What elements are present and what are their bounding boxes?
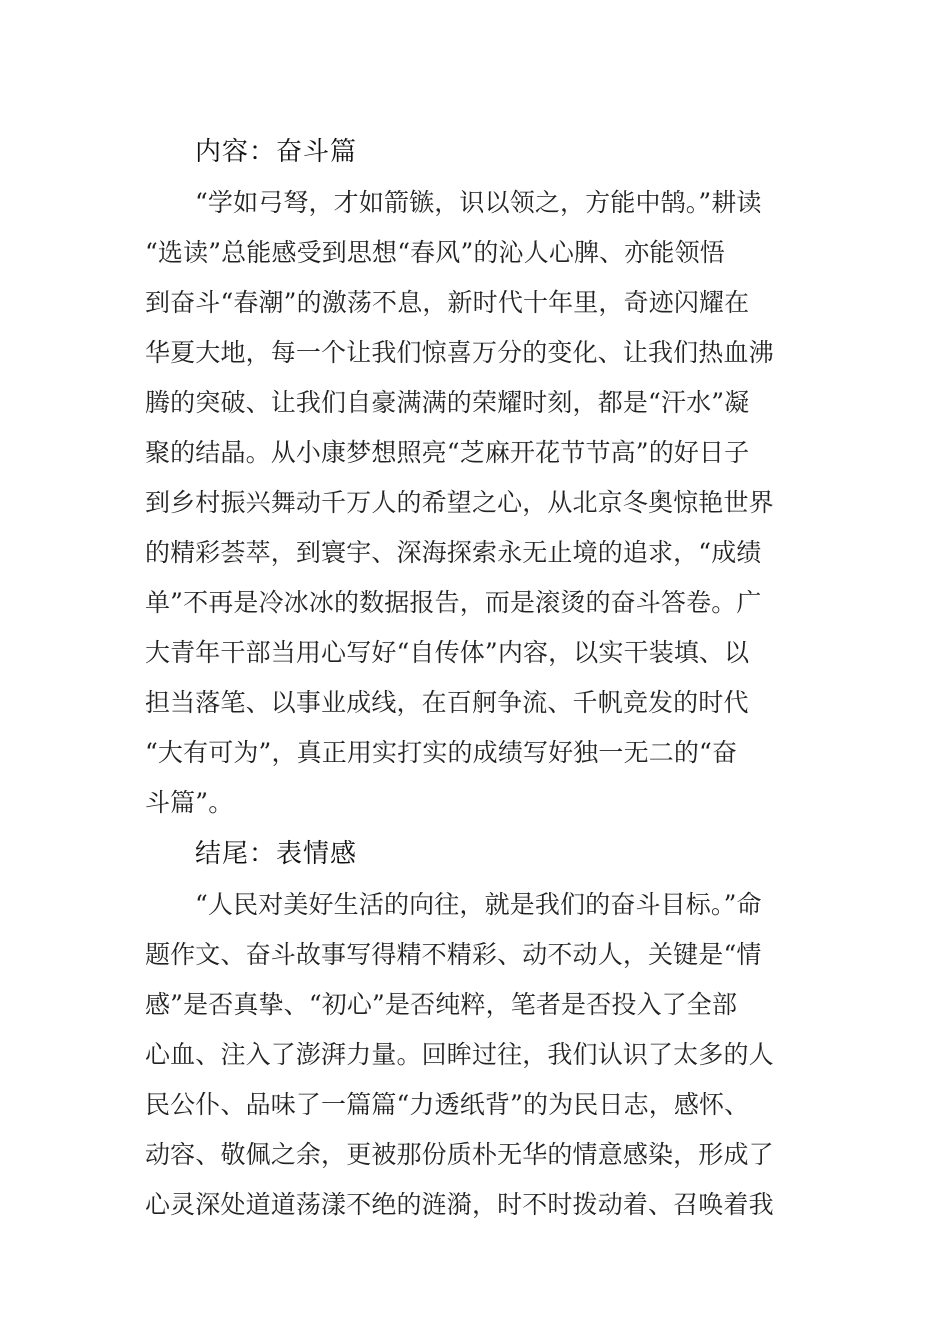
text-line: 担当落笔、以事业成线，在百舸争流、千帆竞发的时代 — [145, 688, 749, 717]
text-line: 感”是否真挚、“初心”是否纯粹，笔者是否投入了全部 — [145, 990, 738, 1019]
text-line: 民公仆、品味了一篇篇“力透纸背”的为民日志，感怀、 — [145, 1090, 750, 1119]
text-line: 腾的突破、让我们自豪满满的荣耀时刻，都是“汗水”凝 — [145, 388, 750, 417]
text-line: 到奋斗“春潮”的激荡不息，新时代十年里，奇迹闪耀在 — [145, 288, 750, 317]
paragraph-content — [145, 178, 805, 828]
text-line: 聚的结晶。从小康梦想照亮“芝麻开花节节高”的好日子 — [145, 438, 750, 467]
text-line: 单”不再是冷冰冰的数据报告，而是滚烫的奋斗答卷。广 — [145, 588, 762, 617]
text-line: 心灵深处道道荡漾不绝的涟漪，时不时拨动着、召唤着我 — [145, 1190, 774, 1219]
document-body — [145, 126, 805, 1230]
paragraph-ending — [145, 880, 805, 1230]
text-line: 题作文、奋斗故事写得精不精彩、动不动人，关键是“情 — [145, 940, 762, 969]
text-line: 动容、敬佩之余，更被那份质朴无华的情意感染，形成了 — [145, 1140, 774, 1169]
text-line: 的精彩荟萃，到寰宇、深海探索永无止境的追求，“成绩 — [145, 538, 762, 567]
text-line: “大有可为”，真正用实打实的成绩写好独一无二的“奋 — [145, 738, 738, 767]
text-line: “学如弓弩，才如箭镞，识以领之，方能中鹄。”耕读 — [195, 188, 762, 217]
text-line: 华夏大地，每一个让我们惊喜万分的变化、让我们热血沸 — [145, 338, 774, 367]
text-line: 大青年干部当用心写好“自传体”内容，以实干装填、以 — [145, 638, 750, 667]
section-heading-content: 内容：奋斗篇 — [195, 137, 358, 167]
section-heading-ending: 结尾：表情感 — [195, 839, 358, 869]
text-line: 心血、注入了澎湃力量。回眸过往，我们认识了太多的人 — [145, 1040, 774, 1069]
text-line: 斗篇”。 — [145, 788, 234, 817]
text-line: “选读”总能感受到思想“春风”的沁人心脾、亦能领悟 — [145, 238, 725, 267]
text-line: 到乡村振兴舞动千万人的希望之心，从北京冬奥惊艳世界 — [145, 488, 774, 517]
text-line: “人民对美好生活的向往，就是我们的奋斗目标。”命 — [195, 890, 762, 919]
